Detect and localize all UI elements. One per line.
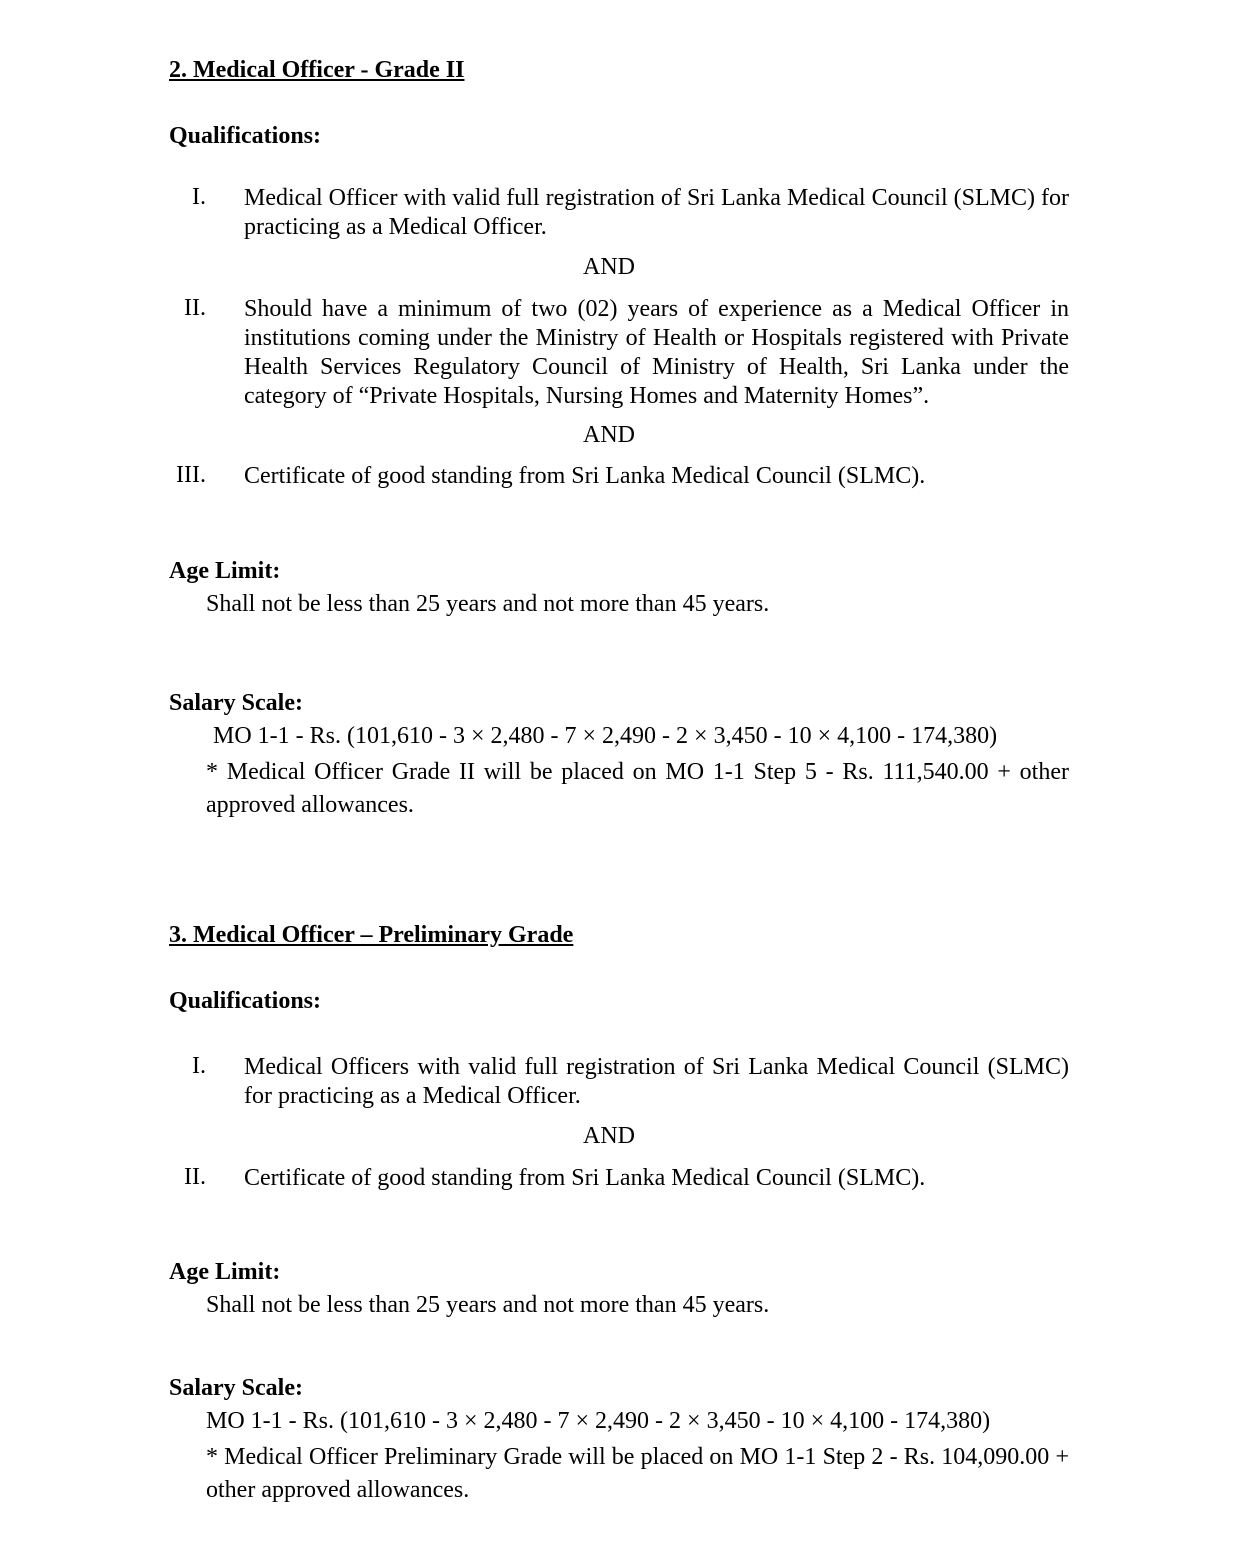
section3-qualifications-label: Qualifications: [169,988,322,1014]
section3-salary-note: * Medical Officer Preliminary Grade will be placed on MO 1-1 Step 2 - Rs. 104,090.00 + other approved allowances. [206,1444,1069,1503]
section2-item-3-number: III. [176,462,206,488]
section2-item-2-number: II. [184,295,206,321]
section3-item-2-text: Certificate of good standing from Sri Lanka Medical Council (SLMC). [244,1165,926,1191]
section2-heading: 2. Medical Officer - Grade II [169,57,465,83]
section2-and-separator-1: AND [583,254,635,280]
section2-and-separator-2: AND [583,422,635,448]
section3-heading: 3. Medical Officer – Preliminary Grade [169,922,574,948]
section2-age-label: Age Limit: [169,558,281,584]
section3-item-1-number: I. [192,1053,206,1079]
section2-age-text: Shall not be less than 25 years and not more than 45 years. [206,591,770,617]
section2-salary-note: * Medical Officer Grade II will be placed on MO 1-1 Step 5 - Rs. 111,540.00 + other approved allowances. [206,759,1069,818]
section2-qualifications-label: Qualifications: [169,123,322,149]
section3-salary-scale: MO 1-1 - Rs. (101,610 - 3 × 2,480 - 7 × 2,490 - 2 × 3,450 - 10 × 4,100 - 174,380) [206,1408,991,1434]
section3-age-label: Age Limit: [169,1259,281,1285]
section3-item-2-number: II. [184,1164,206,1190]
section3-age-text: Shall not be less than 25 years and not more than 45 years. [206,1292,770,1318]
section2-item-1-number: I. [192,184,206,210]
section3-item-1-text: Medical Officers with valid full registration of Sri Lanka Medical Council (SLMC) for practicing as a Medical Officer. [244,1054,1069,1109]
section2-salary-scale: MO 1-1 - Rs. (101,610 - 3 × 2,480 - 7 × 2,490 - 2 × 3,450 - 10 × 4,100 - 174,380) [213,723,998,749]
section2-item-2-text: Should have a minimum of two (02) years of experience as a Medical Officer in institutions coming under the Ministry of Health or Hospitals registered with Private Health Services Regulatory Council of Ministry of Health, Sri Lanka under the category of “Private Hospitals, Nursing Homes and Maternity Homes”. [244,296,1069,409]
section3-salary-label: Salary Scale: [169,1375,303,1401]
section2-salary-label: Salary Scale: [169,690,303,716]
section2-item-1-text: Medical Officer with valid full registration of Sri Lanka Medical Council (SLMC) for practicing as a Medical Officer. [244,185,1069,240]
section3-and-separator-1: AND [583,1123,635,1149]
section2-item-3-text: Certificate of good standing from Sri Lanka Medical Council (SLMC). [244,463,926,489]
